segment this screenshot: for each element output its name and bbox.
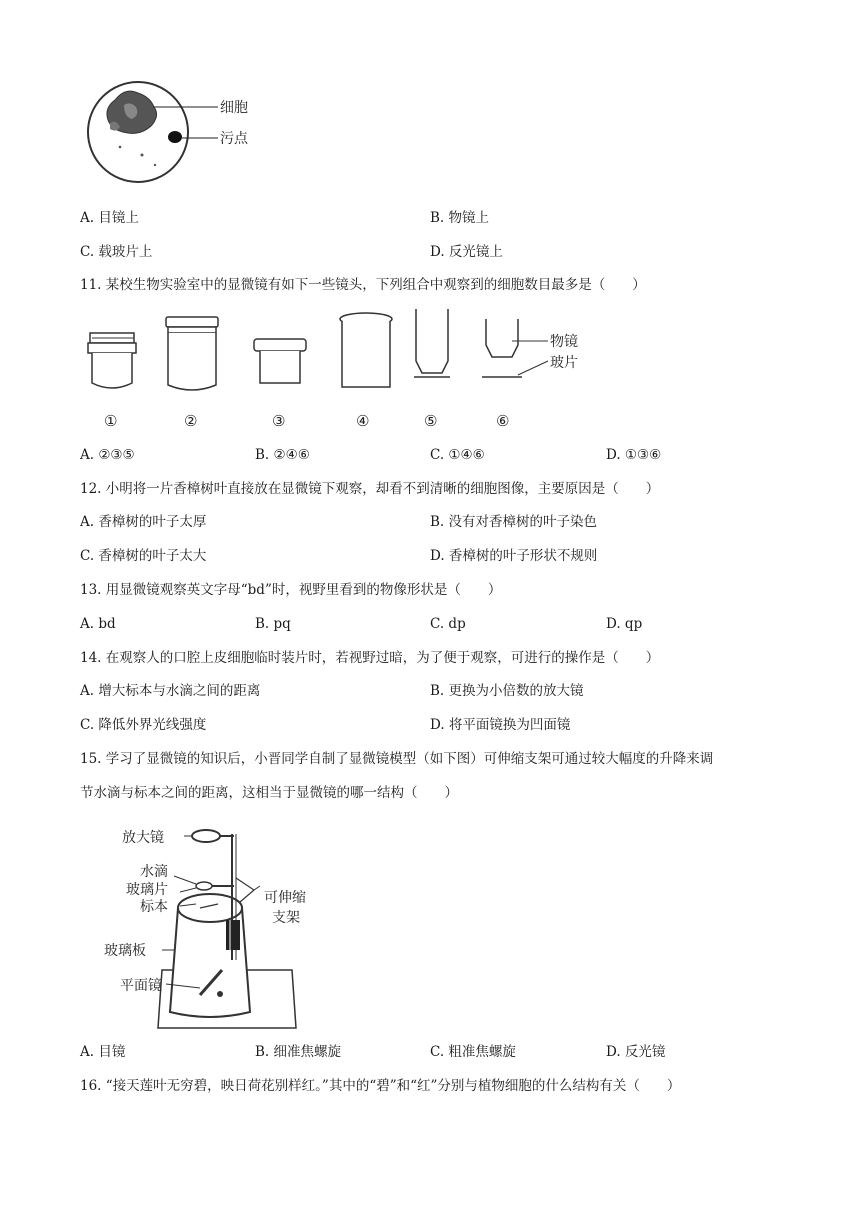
q15-stem-line2: 节水滴与标本之间的距离，这相当于显微镜的哪一结构（ ） (80, 785, 458, 801)
lens-5 (414, 309, 450, 377)
q15-stem-line1: 15. 学习了显微镜的知识后，小晋同学自制了显微镜模型（如下图）可伸缩支架可通过较大幅度的升降来调 (80, 751, 714, 767)
q12-option-b[interactable]: B. 没有对香樟树的叶子染色 (430, 514, 598, 530)
field-of-view-figure (80, 75, 280, 190)
lens-label-3: ③ (272, 412, 286, 430)
lens-label-4: ④ (356, 412, 370, 430)
water-drop (196, 882, 212, 890)
q13-option-c[interactable]: C. dp (430, 616, 466, 632)
q11-option-a[interactable]: A. ②③⑤ (80, 447, 135, 463)
lens-label-2: ② (184, 412, 198, 430)
lens-label-6: ⑥ (496, 412, 510, 430)
q10-option-d[interactable]: D. 反光镜上 (430, 244, 503, 260)
q14-option-b[interactable]: B. 更换为小倍数的放大镜 (430, 683, 584, 699)
label-magnifier: 放大镜 (122, 830, 164, 846)
q10-option-b[interactable]: B. 物镜上 (430, 210, 490, 226)
label-dirt: 污点 (220, 131, 248, 147)
q11-option-d[interactable]: D. ①③⑥ (606, 447, 662, 463)
q15-option-c[interactable]: C. 粗准焦螺旋 (430, 1044, 516, 1060)
q13-option-b[interactable]: B. pq (255, 616, 291, 632)
q11-option-c[interactable]: C. ①④⑥ (430, 447, 485, 463)
label-cell: 细胞 (220, 100, 248, 116)
homemade-microscope-figure (100, 820, 360, 1035)
label-specimen: 标本 (140, 899, 168, 915)
lens-1 (88, 333, 136, 388)
q13-option-d[interactable]: D. qp (606, 616, 643, 632)
magnifier (192, 830, 220, 842)
q10-option-a[interactable]: A. 目镜上 (80, 210, 139, 226)
label-stand-line1: 可伸缩 (264, 890, 306, 906)
q11-option-b[interactable]: B. ②④⑥ (255, 447, 310, 463)
q12-option-c[interactable]: C. 香樟树的叶子太大 (80, 548, 207, 564)
label-plane-mirror: 平面镜 (120, 978, 162, 994)
lens-6 (482, 319, 548, 377)
q15-option-d[interactable]: D. 反光镜 (606, 1044, 666, 1060)
label-water-drop: 水滴 (140, 864, 168, 880)
label-objective: 物镜 (550, 334, 578, 350)
lens-figure (78, 305, 598, 435)
q14-option-d[interactable]: D. 将平面镜换为凹面镜 (430, 717, 571, 733)
label-glass-slide: 玻璃片 (126, 882, 168, 898)
q15-option-b[interactable]: B. 细准焦螺旋 (255, 1044, 342, 1060)
lens-2 (166, 317, 218, 390)
q13-option-a[interactable]: A. bd (80, 616, 116, 632)
q12-option-a[interactable]: A. 香樟树的叶子太厚 (80, 514, 207, 530)
lens-4 (340, 313, 392, 387)
dirt-spot (168, 131, 182, 143)
q14-option-c[interactable]: C. 降低外界光线强度 (80, 717, 207, 733)
q14-stem: 14. 在观察人的口腔上皮细胞临时装片时，若视野过暗，为了便于观察，可进行的操作是（ ） (80, 650, 660, 666)
q13-stem: 13. 用显微镜观察英文字母“bd”时，视野里看到的物像形状是（ ） (80, 582, 502, 598)
q16-stem: 16. “接天莲叶无穷碧，映日荷花别样红。”其中的“碧”和“红”分别与植物细胞的什么结构有关（ ） (80, 1078, 681, 1094)
q10-option-c[interactable]: C. 载玻片上 (80, 244, 153, 260)
label-glass-plate: 玻璃板 (104, 943, 146, 959)
lens-label-1: ① (104, 412, 118, 430)
q11-stem: 11. 某校生物实验室中的显微镜有如下一些镜头，下列组合中观察到的细胞数目最多是（ ） (80, 277, 646, 293)
lens-3 (254, 339, 306, 383)
lens-label-5: ⑤ (424, 412, 438, 430)
q15-option-a[interactable]: A. 目镜 (80, 1044, 126, 1060)
q12-option-d[interactable]: D. 香樟树的叶子形状不规则 (430, 548, 598, 564)
q12-stem: 12. 小明将一片香樟树叶直接放在显微镜下观察，却看不到清晰的细胞图像，主要原因是（ ） (80, 481, 660, 497)
q14-option-a[interactable]: A. 增大标本与水滴之间的距离 (80, 683, 261, 699)
label-slide: 玻片 (550, 355, 578, 371)
label-stand-line2: 支架 (272, 910, 300, 926)
